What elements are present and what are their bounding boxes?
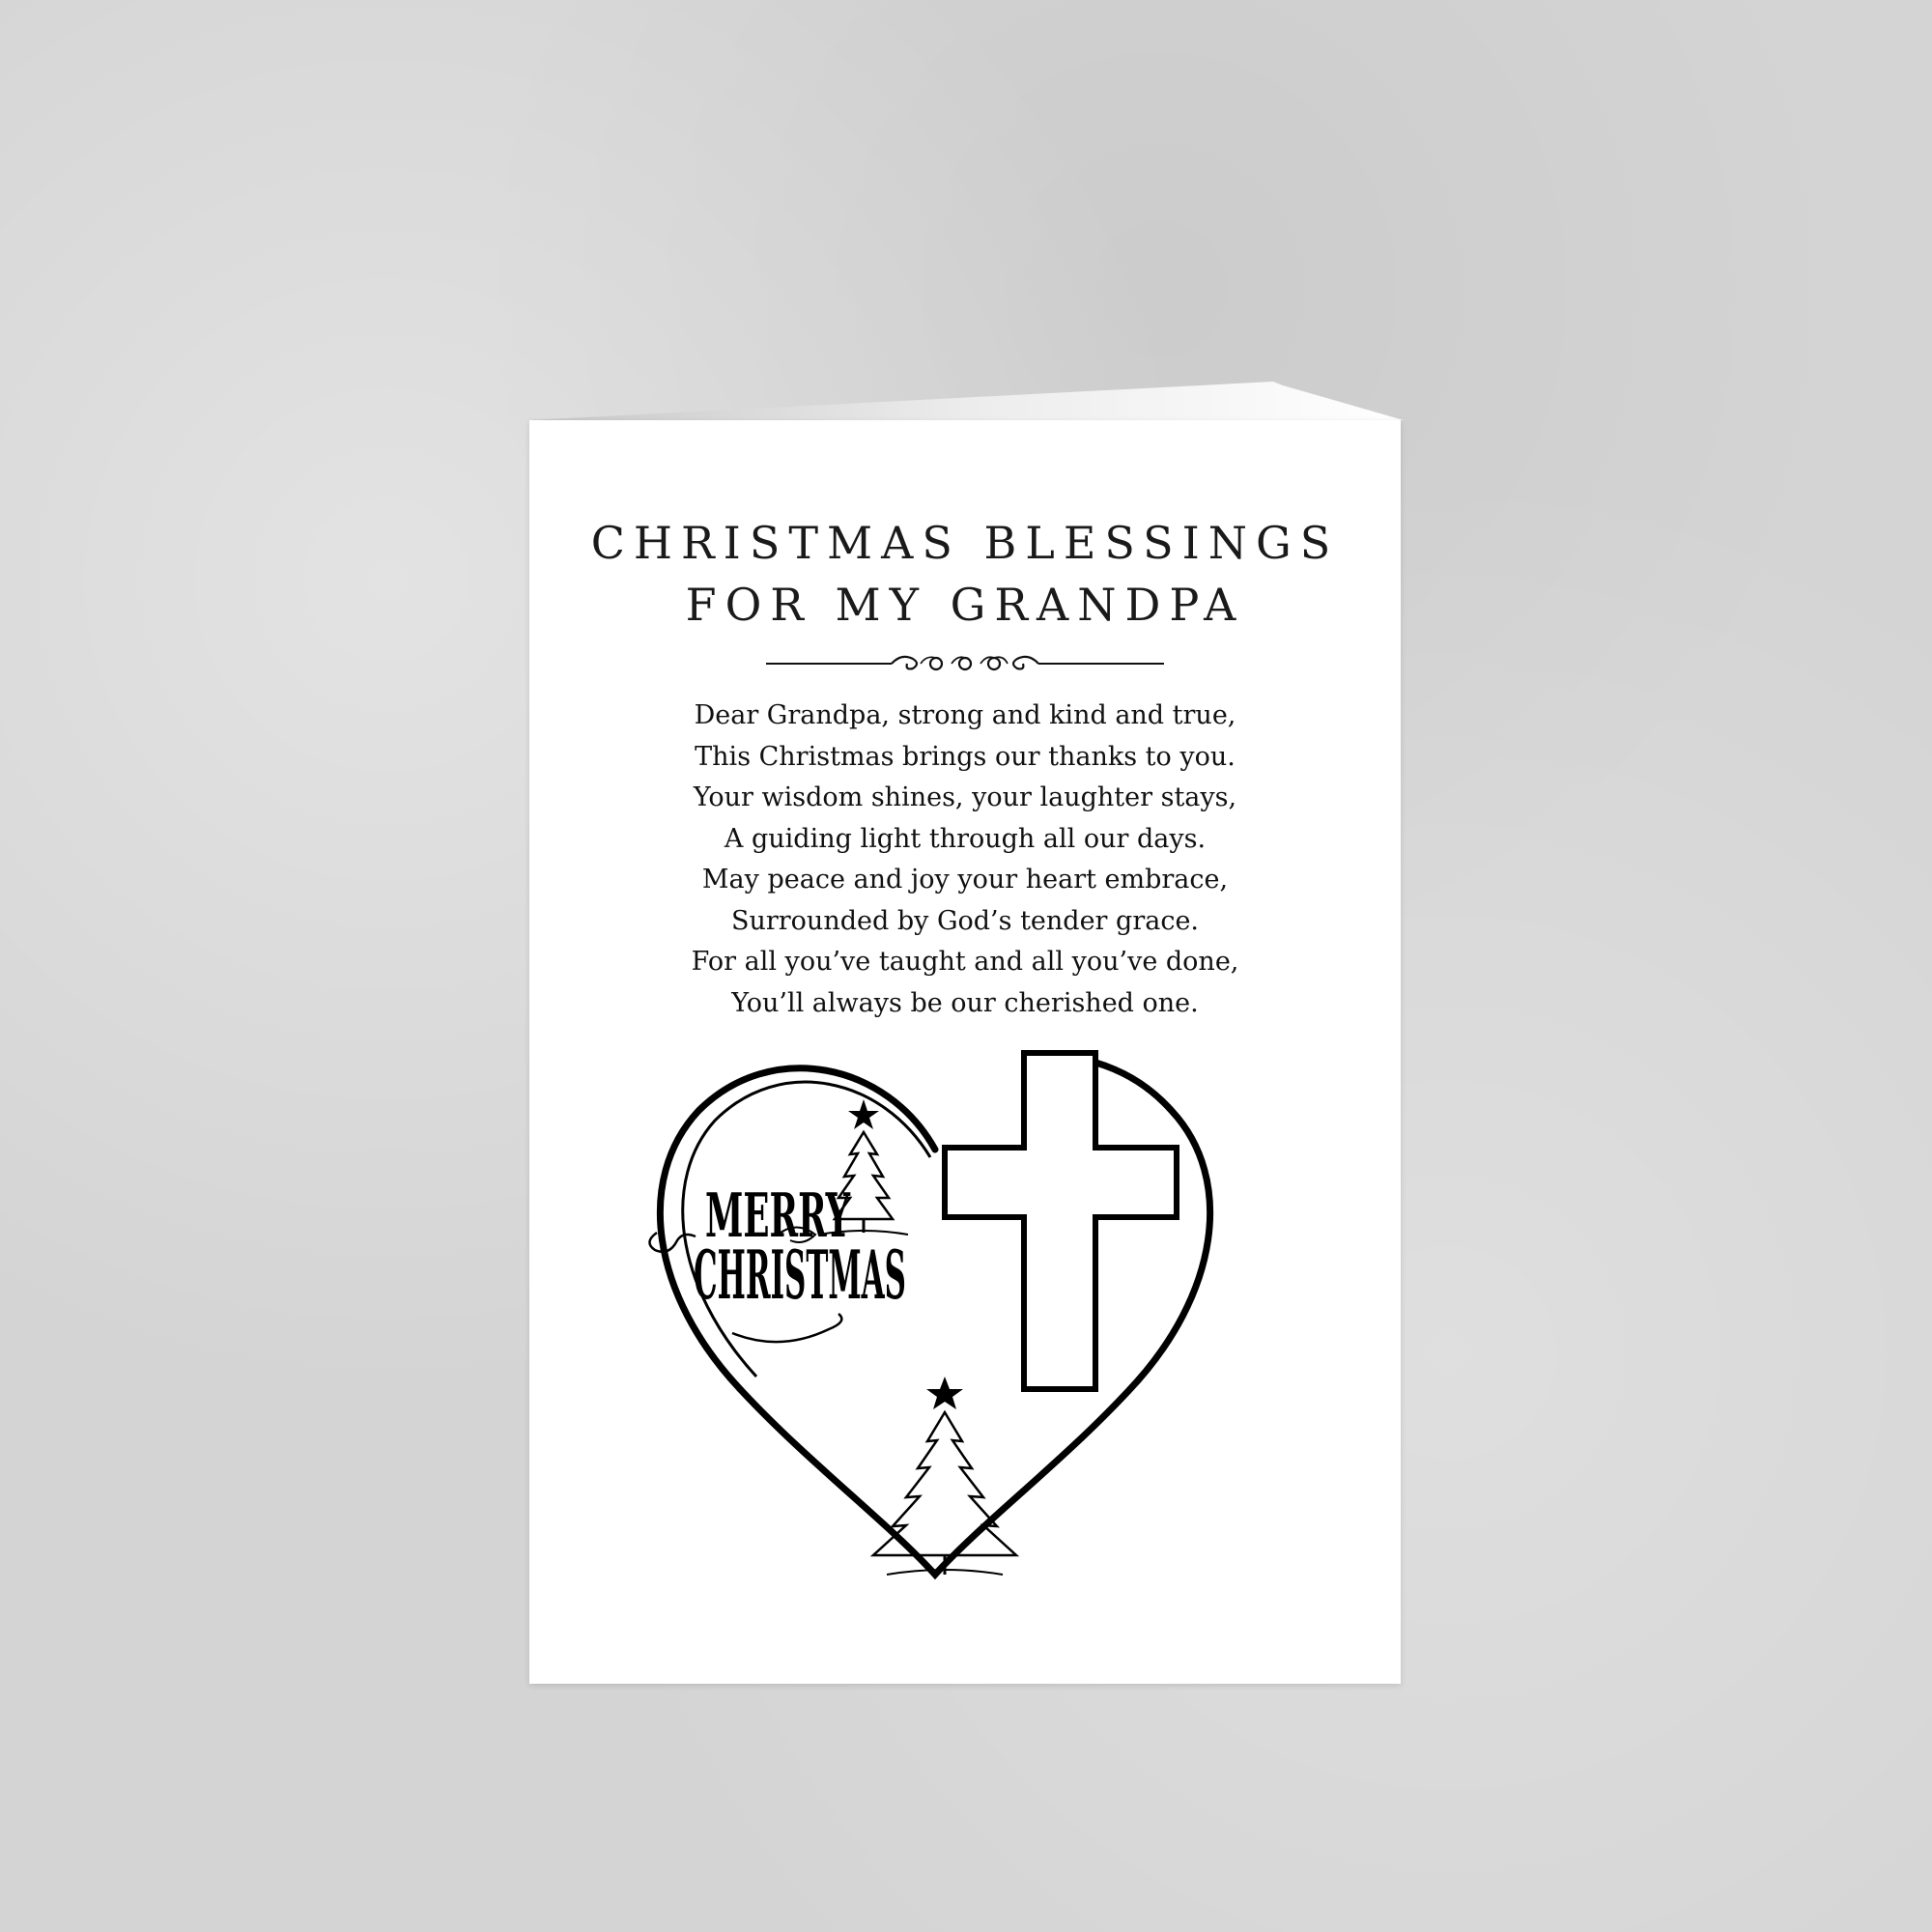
card-title (529, 512, 1401, 636)
poem-line-3: Your wisdom shines, your laughter stays, (693, 782, 1237, 812)
christmas-tree-icon (873, 1377, 1016, 1575)
star-icon (848, 1099, 879, 1129)
cross-icon (945, 1053, 1177, 1389)
poem-line-2: This Christmas brings our thanks to you. (695, 741, 1236, 772)
merry-lettering: MERRY (705, 1180, 851, 1252)
poem (529, 696, 1401, 1024)
poem-line-8: You’ll always be our cherished one. (731, 987, 1199, 1018)
poem-line-5: May peace and joy your heart embrace, (701, 865, 1229, 895)
card-back-flap (529, 382, 1404, 420)
greeting-card (529, 420, 1401, 1684)
poem-line-4: A guiding light through all our days. (724, 823, 1207, 854)
star-icon (926, 1377, 963, 1409)
card-title-line-2: FOR MY GRANDPA (685, 579, 1245, 631)
poem-line-6: Surrounded by God’s tender grace. (730, 905, 1200, 936)
poem-line-7: For all you’ve taught and all you’ve done, (691, 947, 1239, 977)
christmas-lettering: CHRISTMAS (694, 1236, 906, 1316)
ornamental-divider-icon (766, 649, 1164, 678)
poem-line-1: Dear Grandpa, strong and kind and true, (694, 700, 1236, 730)
heart-artwork (626, 1043, 1244, 1584)
heart-outline-icon (660, 1057, 1209, 1575)
card-title-line-1: CHRISTMAS BLESSINGS (590, 517, 1340, 569)
